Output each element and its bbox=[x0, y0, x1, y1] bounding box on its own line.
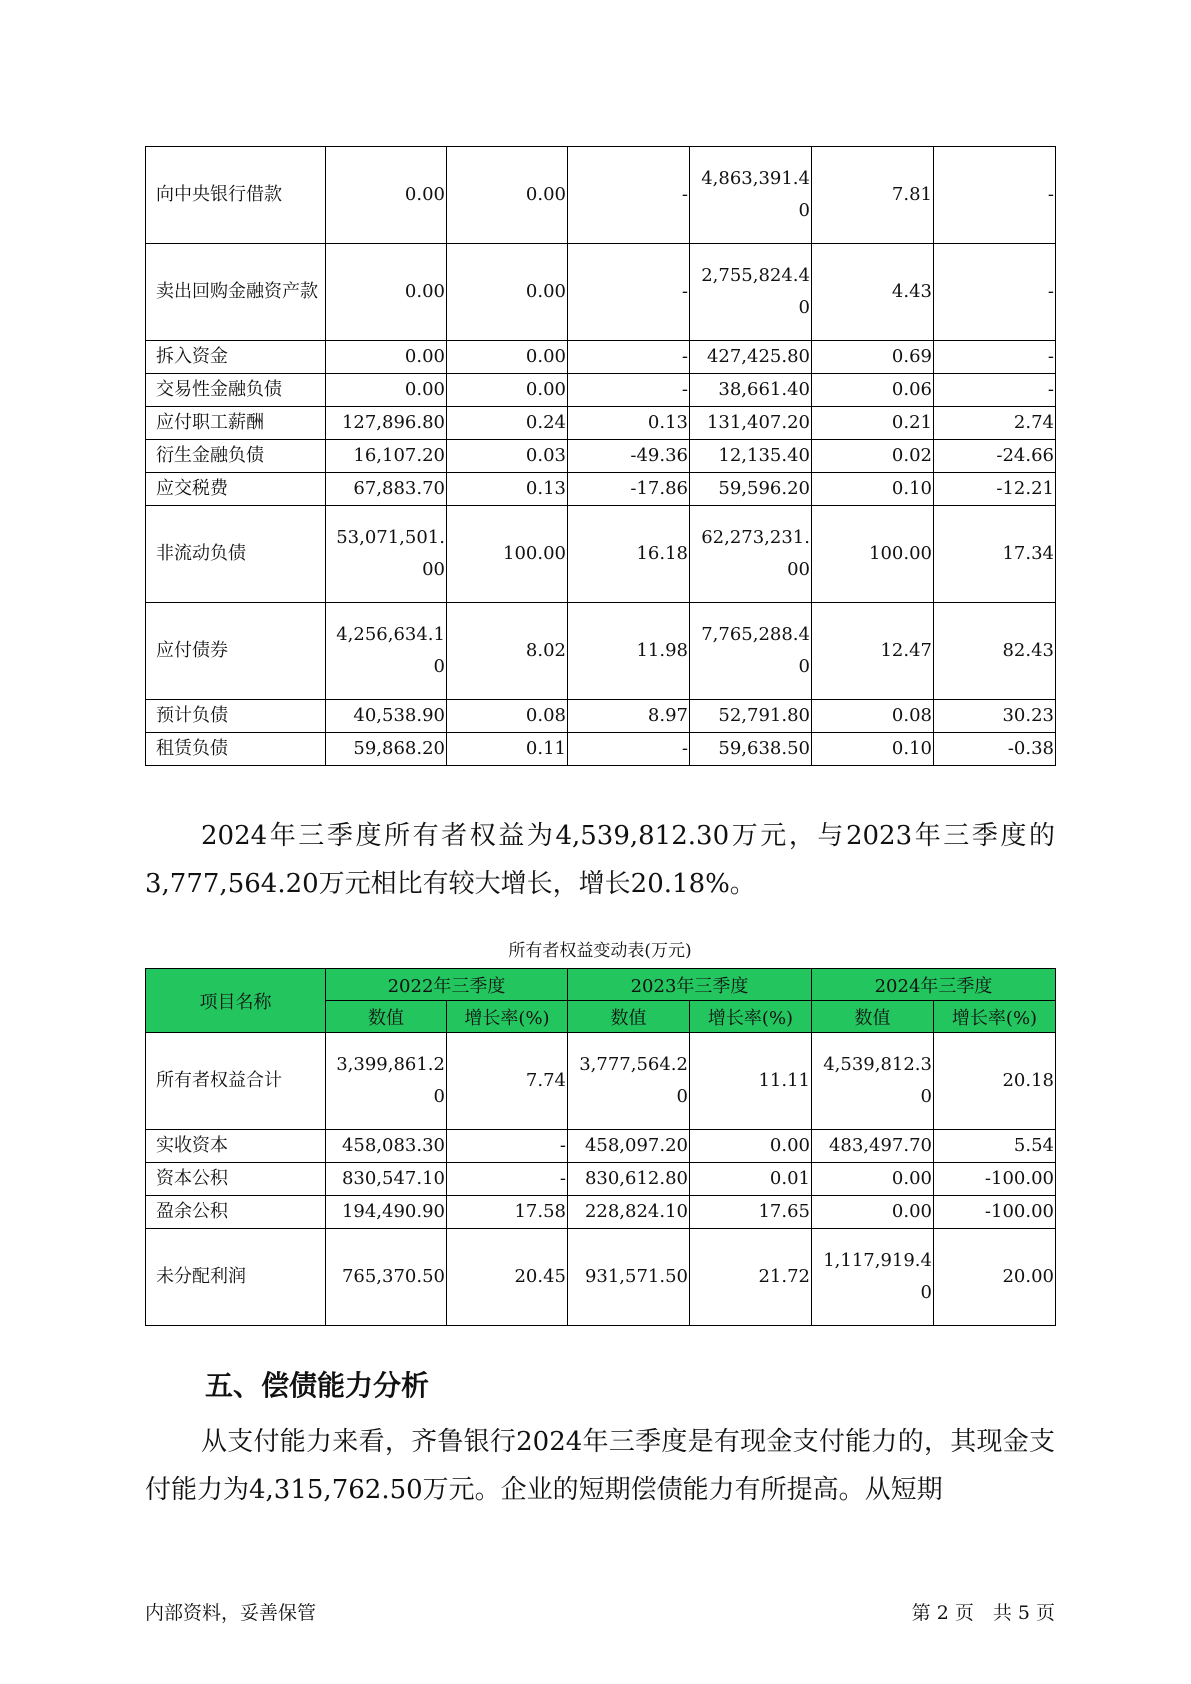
cell: 38,661.40 bbox=[690, 374, 812, 407]
cell: -0.38 bbox=[934, 733, 1056, 766]
cell: 0.00 bbox=[690, 1130, 812, 1163]
table-row bbox=[146, 1163, 1056, 1196]
cell: -100.00 bbox=[934, 1196, 1056, 1229]
cell: 17.65 bbox=[690, 1196, 812, 1229]
cell: - bbox=[568, 341, 690, 374]
cell: 8.02 bbox=[447, 603, 568, 700]
cell: 11.98 bbox=[568, 603, 690, 700]
table-row bbox=[146, 1033, 1056, 1130]
cell: 53,071,501.00 bbox=[326, 506, 447, 603]
cell: 0.00 bbox=[812, 1163, 934, 1196]
cell: 4.43 bbox=[812, 244, 934, 341]
cell: 0.00 bbox=[447, 374, 568, 407]
table-row bbox=[146, 1130, 1056, 1163]
row-name: 预计负债 bbox=[146, 700, 326, 733]
footer-confidential-note: 内部资料，妥善保管 bbox=[145, 1602, 317, 1624]
cell: 12.47 bbox=[812, 603, 934, 700]
cell: 16,107.20 bbox=[326, 440, 447, 473]
table-row bbox=[146, 1196, 1056, 1229]
cell: 2,755,824.40 bbox=[690, 244, 812, 341]
equity-table-caption: 所有者权益变动表(万元) bbox=[508, 941, 692, 961]
cell: - bbox=[447, 1130, 568, 1163]
cell: 427,425.80 bbox=[690, 341, 812, 374]
cell: 7.74 bbox=[447, 1033, 568, 1130]
cell: 830,547.10 bbox=[326, 1163, 447, 1196]
cell: 0.24 bbox=[447, 407, 568, 440]
cell: 0.10 bbox=[812, 733, 934, 766]
row-name: 交易性金融负债 bbox=[146, 374, 326, 407]
cell: 0.00 bbox=[447, 341, 568, 374]
row-name: 资本公积 bbox=[146, 1163, 326, 1196]
cell: 20.45 bbox=[447, 1229, 568, 1326]
cell: 0.00 bbox=[326, 147, 447, 244]
header-row bbox=[146, 969, 1056, 1001]
cell: -12.21 bbox=[934, 473, 1056, 506]
cell: 0.10 bbox=[812, 473, 934, 506]
cell: 830,612.80 bbox=[568, 1163, 690, 1196]
cell: 0.00 bbox=[326, 374, 447, 407]
cell: 0.08 bbox=[447, 700, 568, 733]
cell: 11.11 bbox=[690, 1033, 812, 1130]
table-row bbox=[146, 603, 1056, 700]
cell: 0.11 bbox=[447, 733, 568, 766]
cell: 0.06 bbox=[812, 374, 934, 407]
cell: 931,571.50 bbox=[568, 1229, 690, 1326]
cell: 0.03 bbox=[447, 440, 568, 473]
cell: 0.08 bbox=[812, 700, 934, 733]
cell: 52,791.80 bbox=[690, 700, 812, 733]
row-name: 应付职工薪酬 bbox=[146, 407, 326, 440]
cell: 1,117,919.40 bbox=[812, 1229, 934, 1326]
cell: - bbox=[568, 374, 690, 407]
cell: 7.81 bbox=[812, 147, 934, 244]
cell: 40,538.90 bbox=[326, 700, 447, 733]
cell: 8.97 bbox=[568, 700, 690, 733]
cell: 0.69 bbox=[812, 341, 934, 374]
cell: 0.13 bbox=[568, 407, 690, 440]
header-rate: 增长率(%) bbox=[447, 1001, 568, 1033]
equity-summary-paragraph: 2024年三季度所有者权益为4,539,812.30万元，与2023年三季度的3,777,564.20万元相比有较大增长，增长20.18%。 bbox=[145, 821, 1055, 899]
header-value: 数值 bbox=[812, 1001, 934, 1033]
cell: 458,097.20 bbox=[568, 1130, 690, 1163]
header-rate: 增长率(%) bbox=[934, 1001, 1056, 1033]
table-row bbox=[146, 374, 1056, 407]
cell: 100.00 bbox=[812, 506, 934, 603]
header-item-name: 项目名称 bbox=[146, 969, 326, 1033]
cell: 0.00 bbox=[326, 341, 447, 374]
row-name: 未分配利润 bbox=[146, 1229, 326, 1326]
liabilities-table bbox=[145, 146, 1056, 766]
cell: 20.00 bbox=[934, 1229, 1056, 1326]
table-row bbox=[146, 147, 1056, 244]
cell: 16.18 bbox=[568, 506, 690, 603]
cell: -24.66 bbox=[934, 440, 1056, 473]
cell: 0.02 bbox=[812, 440, 934, 473]
cell: 228,824.10 bbox=[568, 1196, 690, 1229]
header-value: 数值 bbox=[568, 1001, 690, 1033]
cell: -49.36 bbox=[568, 440, 690, 473]
row-name: 盈余公积 bbox=[146, 1196, 326, 1229]
cell: 17.34 bbox=[934, 506, 1056, 603]
cell: 30.23 bbox=[934, 700, 1056, 733]
header-period: 2022年三季度 bbox=[326, 969, 568, 1001]
page-number: 第 2 页 共 5 页 bbox=[911, 1602, 1055, 1624]
cell: 4,256,634.10 bbox=[326, 603, 447, 700]
table-row bbox=[146, 341, 1056, 374]
cell: -17.86 bbox=[568, 473, 690, 506]
table-row bbox=[146, 506, 1056, 603]
table-row bbox=[146, 1229, 1056, 1326]
cell: 59,868.20 bbox=[326, 733, 447, 766]
cell: 0.00 bbox=[447, 244, 568, 341]
cell: - bbox=[447, 1163, 568, 1196]
section-heading: 五、偿债能力分析 bbox=[205, 1369, 430, 1402]
row-name: 应交税费 bbox=[146, 473, 326, 506]
row-name: 租赁负债 bbox=[146, 733, 326, 766]
cell: -100.00 bbox=[934, 1163, 1056, 1196]
cell: 5.54 bbox=[934, 1130, 1056, 1163]
header-period: 2024年三季度 bbox=[812, 969, 1056, 1001]
cell: 20.18 bbox=[934, 1033, 1056, 1130]
table-row bbox=[146, 733, 1056, 766]
row-name: 向中央银行借款 bbox=[146, 147, 326, 244]
cell: - bbox=[934, 147, 1056, 244]
row-name: 所有者权益合计 bbox=[146, 1033, 326, 1130]
equity-table bbox=[145, 968, 1056, 1326]
cell: - bbox=[934, 341, 1056, 374]
cell: - bbox=[568, 733, 690, 766]
cell: 21.72 bbox=[690, 1229, 812, 1326]
cell: 12,135.40 bbox=[690, 440, 812, 473]
row-name: 实收资本 bbox=[146, 1130, 326, 1163]
cell: 59,638.50 bbox=[690, 733, 812, 766]
cell: 3,399,861.20 bbox=[326, 1033, 447, 1130]
cell: 483,497.70 bbox=[812, 1130, 934, 1163]
cell: 100.00 bbox=[447, 506, 568, 603]
cell: 194,490.90 bbox=[326, 1196, 447, 1229]
cell: 4,539,812.30 bbox=[812, 1033, 934, 1130]
cell: 67,883.70 bbox=[326, 473, 447, 506]
table-row bbox=[146, 473, 1056, 506]
cell: 7,765,288.40 bbox=[690, 603, 812, 700]
cell: 62,273,231.00 bbox=[690, 506, 812, 603]
cell: 4,863,391.40 bbox=[690, 147, 812, 244]
cell: 0.01 bbox=[690, 1163, 812, 1196]
cell: 765,370.50 bbox=[326, 1229, 447, 1326]
cell: 127,896.80 bbox=[326, 407, 447, 440]
row-name: 卖出回购金融资产款 bbox=[146, 244, 326, 341]
cell: 17.58 bbox=[447, 1196, 568, 1229]
cell: - bbox=[568, 147, 690, 244]
cell: 458,083.30 bbox=[326, 1130, 447, 1163]
cell: 3,777,564.20 bbox=[568, 1033, 690, 1130]
header-value: 数值 bbox=[326, 1001, 447, 1033]
cell: 131,407.20 bbox=[690, 407, 812, 440]
cell: 0.00 bbox=[447, 147, 568, 244]
cell: 82.43 bbox=[934, 603, 1056, 700]
cell: 0.13 bbox=[447, 473, 568, 506]
table-row bbox=[146, 700, 1056, 733]
cell: 0.00 bbox=[326, 244, 447, 341]
header-period: 2023年三季度 bbox=[568, 969, 812, 1001]
cell: - bbox=[934, 244, 1056, 341]
row-name: 非流动负债 bbox=[146, 506, 326, 603]
cell: - bbox=[934, 374, 1056, 407]
solvency-paragraph: 从支付能力来看，齐鲁银行2024年三季度是有现金支付能力的，其现金支付能力为4,315,762.50万元。企业的短期偿债能力有所提高。从短期 bbox=[145, 1427, 1055, 1505]
table-row bbox=[146, 244, 1056, 341]
cell: 0.00 bbox=[812, 1196, 934, 1229]
row-name: 应付债券 bbox=[146, 603, 326, 700]
row-name: 拆入资金 bbox=[146, 341, 326, 374]
table-row bbox=[146, 440, 1056, 473]
cell: - bbox=[568, 244, 690, 341]
cell: 59,596.20 bbox=[690, 473, 812, 506]
row-name: 衍生金融负债 bbox=[146, 440, 326, 473]
cell: 2.74 bbox=[934, 407, 1056, 440]
cell: 0.21 bbox=[812, 407, 934, 440]
table-row bbox=[146, 407, 1056, 440]
header-rate: 增长率(%) bbox=[690, 1001, 812, 1033]
